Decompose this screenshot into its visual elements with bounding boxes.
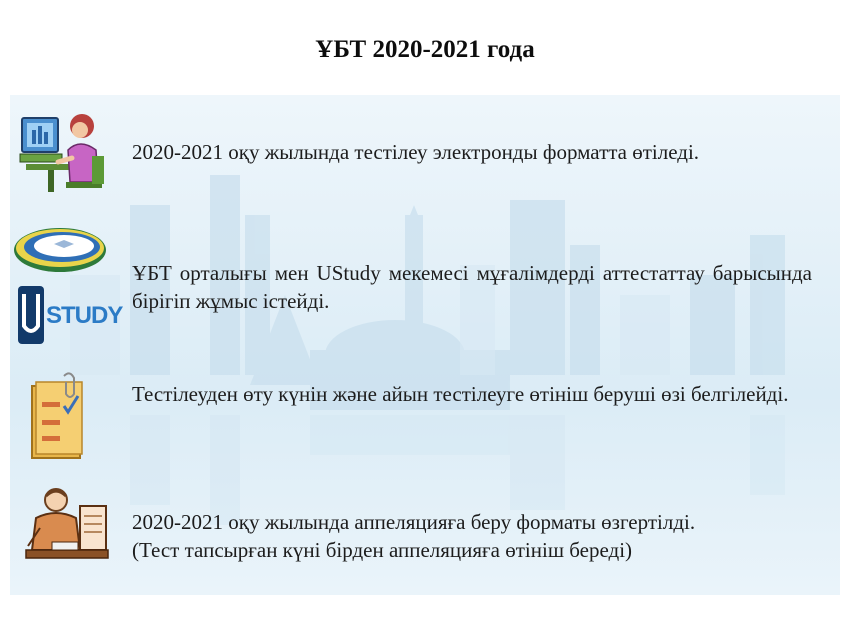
item-text-1: 2020-2021 оқу жылында тестілеу электронды форматта өтіледі. bbox=[132, 140, 700, 164]
computer-user-icon bbox=[18, 110, 108, 198]
slide-title: ҰБТ 2020-2021 года bbox=[315, 36, 535, 63]
ustudy-logo-text: STUDY bbox=[46, 302, 123, 329]
ustudy-logo-icon bbox=[10, 220, 123, 350]
item-text-3: Тестілеуден өту күнін және айын тестілеуге өтініш беруші өзі белгілейді. bbox=[132, 382, 789, 406]
item-text-2: ҰБТ орталығы мен UStudy мекемесі мұғалімдерді аттестаттау барысында бірігіп жұмыс істейді. bbox=[132, 261, 812, 313]
person-at-desk-icon bbox=[22, 484, 112, 570]
item-text-4: 2020-2021 оқу жылында аппеляцияға беру форматы өзгертілді. (Тест тапсырған күні бірден аппеляцияға өтініш береді) bbox=[132, 510, 696, 562]
checklist-icon bbox=[28, 372, 88, 462]
